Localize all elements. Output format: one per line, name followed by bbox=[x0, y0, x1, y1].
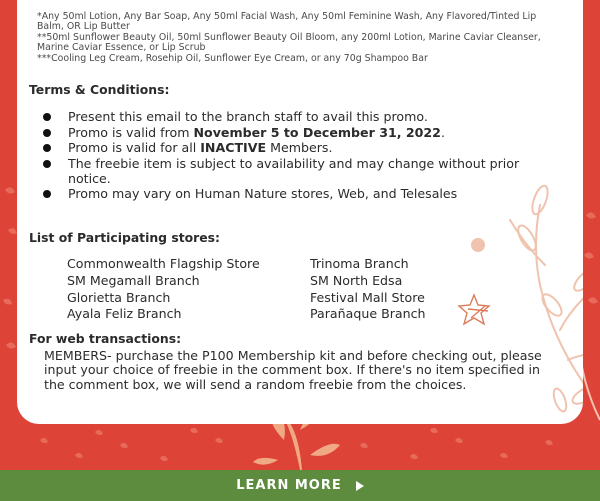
store-item: Parañaque Branch bbox=[310, 306, 426, 322]
terms-item-text: Present this email to the branch staff to avail this promo. bbox=[68, 109, 428, 124]
footnote: **50ml Sunflower Beauty Oil, 50ml Sunflower Beauty Oil Bloom, any 200ml Lotion, Marine Caviar Cleanser, Marine Caviar Essence, or Lip Scrub bbox=[37, 31, 541, 54]
promo-dates: November 5 to December 31, 2022 bbox=[193, 124, 441, 140]
bullet-icon bbox=[43, 129, 51, 137]
bullet-icon bbox=[43, 190, 51, 198]
footnote: ***Cooling Leg Cream, Rosehip Oil, Sunflower Eye Cream, or any 70g Shampoo Bar bbox=[37, 52, 428, 64]
store-item: Festival Mall Store bbox=[310, 289, 425, 305]
learn-more-label: LEARN MORE bbox=[236, 478, 342, 493]
content-card bbox=[17, 0, 583, 424]
store-item: Glorietta Branch bbox=[67, 289, 171, 305]
bullet-icon bbox=[43, 144, 51, 152]
terms-item bbox=[41, 126, 541, 140]
terms-item bbox=[41, 157, 541, 186]
footnote: *Any 50ml Lotion, Any Bar Soap, Any 50ml Facial Wash, Any 50ml Feminine Wash, Any Flavored/Tinted Lip Balm, OR Lip Butter bbox=[37, 11, 537, 33]
terms-item-suffix: . bbox=[440, 124, 445, 140]
learn-more-button[interactable] bbox=[0, 470, 600, 501]
bullet-icon bbox=[43, 113, 51, 121]
web-transactions-text: MEMBERS- purchase the P100 Membership kit and before checking out, please input your choice of freebie in the comment box. If there's no item specified in the comment box, we will send a random freebie from the choices. bbox=[44, 348, 542, 392]
bullet-icon bbox=[43, 160, 51, 168]
freebie-footnotes bbox=[37, 12, 552, 64]
store-item: Trinoma Branch bbox=[310, 256, 409, 271]
terms-item-text: The freebie item is subject to availability and may change without prior notice. bbox=[68, 156, 520, 186]
store-item: Commonwealth Flagship Store bbox=[67, 256, 260, 271]
terms-item bbox=[41, 141, 541, 155]
member-status: INACTIVE bbox=[200, 140, 267, 156]
terms-item bbox=[41, 187, 541, 201]
play-arrow-icon bbox=[356, 481, 364, 491]
store-item: SM Megamall Branch bbox=[67, 272, 200, 288]
stores-heading: List of Participating stores: bbox=[29, 230, 221, 245]
terms-item-prefix: Promo is valid for all bbox=[68, 140, 201, 156]
store-item: SM North Edsa bbox=[310, 272, 403, 288]
store-item: Ayala Feliz Branch bbox=[67, 306, 182, 322]
store-column-left bbox=[67, 256, 307, 323]
terms-item-text: Promo may vary on Human Nature stores, Web, and Telesales bbox=[68, 186, 458, 202]
terms-item-suffix: Members. bbox=[266, 140, 333, 156]
terms-item bbox=[41, 110, 541, 124]
terms-list bbox=[41, 110, 541, 203]
web-transactions-heading: For web transactions: bbox=[29, 331, 182, 346]
store-column-right bbox=[310, 256, 550, 323]
terms-item-prefix: Promo is valid from bbox=[68, 124, 194, 140]
terms-heading: Terms & Conditions: bbox=[29, 82, 170, 97]
